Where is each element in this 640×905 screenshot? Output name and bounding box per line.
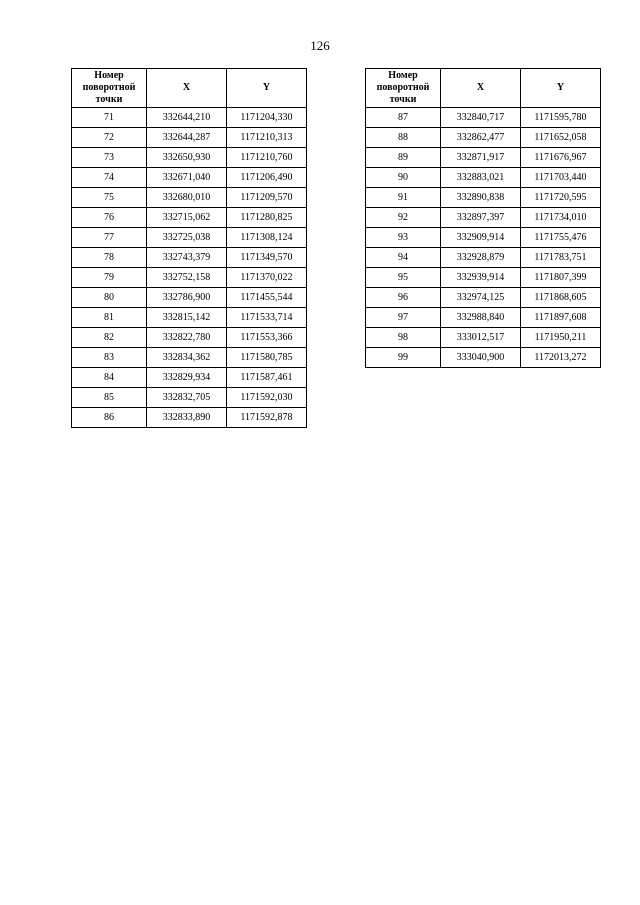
header-y: Y — [227, 69, 307, 108]
cell-x: 332786,900 — [147, 288, 227, 308]
cell-x: 332829,934 — [147, 368, 227, 388]
table-row — [72, 108, 307, 128]
table-body-left — [72, 108, 307, 428]
cell-point-number: 87 — [366, 108, 441, 128]
cell-y: 1171783,751 — [521, 248, 601, 268]
cell-x: 332988,840 — [441, 308, 521, 328]
cell-y: 1171734,010 — [521, 208, 601, 228]
table-row — [366, 128, 601, 148]
table-row — [366, 108, 601, 128]
table-row — [72, 368, 307, 388]
header-x: X — [441, 69, 521, 108]
cell-point-number: 93 — [366, 228, 441, 248]
table-row — [72, 348, 307, 368]
table-row — [72, 288, 307, 308]
table-row — [366, 288, 601, 308]
cell-y: 1171897,608 — [521, 308, 601, 328]
cell-y: 1171349,570 — [227, 248, 307, 268]
cell-y: 1171592,878 — [227, 408, 307, 428]
cell-y: 1171553,366 — [227, 328, 307, 348]
cell-y: 1171703,440 — [521, 168, 601, 188]
cell-x: 332644,287 — [147, 128, 227, 148]
table-row — [72, 148, 307, 168]
table-row — [366, 208, 601, 228]
cell-x: 333040,900 — [441, 348, 521, 368]
cell-point-number: 78 — [72, 248, 147, 268]
cell-y: 1171533,714 — [227, 308, 307, 328]
cell-x: 332650,930 — [147, 148, 227, 168]
table-header-row — [72, 69, 307, 108]
page-number: 126 — [310, 38, 330, 53]
cell-x: 332833,890 — [147, 408, 227, 428]
table-row — [72, 188, 307, 208]
cell-y: 1171807,399 — [521, 268, 601, 288]
cell-x: 332644,210 — [147, 108, 227, 128]
cell-point-number: 85 — [72, 388, 147, 408]
table-row — [366, 308, 601, 328]
cell-y: 1171370,022 — [227, 268, 307, 288]
table-row — [366, 228, 601, 248]
cell-x: 332715,062 — [147, 208, 227, 228]
cell-y: 1171868,605 — [521, 288, 601, 308]
table-row — [366, 148, 601, 168]
table-row — [72, 328, 307, 348]
cell-x: 332671,040 — [147, 168, 227, 188]
cell-point-number: 83 — [72, 348, 147, 368]
cell-y: 1171308,124 — [227, 228, 307, 248]
cell-point-number: 98 — [366, 328, 441, 348]
cell-y: 1171580,785 — [227, 348, 307, 368]
cell-y: 1171280,825 — [227, 208, 307, 228]
cell-point-number: 82 — [72, 328, 147, 348]
cell-y: 1171950,211 — [521, 328, 601, 348]
cell-y: 1171210,760 — [227, 148, 307, 168]
cell-x: 332725,038 — [147, 228, 227, 248]
cell-y: 1171204,330 — [227, 108, 307, 128]
header-y: Y — [521, 69, 601, 108]
table-row — [366, 248, 601, 268]
header-point-number: Номер поворотной точки — [72, 69, 147, 108]
cell-point-number: 88 — [366, 128, 441, 148]
cell-point-number: 80 — [72, 288, 147, 308]
cell-point-number: 79 — [72, 268, 147, 288]
table-header-row — [366, 69, 601, 108]
table-row — [366, 188, 601, 208]
cell-point-number: 75 — [72, 188, 147, 208]
cell-x: 332862,477 — [441, 128, 521, 148]
table-row — [72, 308, 307, 328]
cell-point-number: 74 — [72, 168, 147, 188]
cell-x: 332822,780 — [147, 328, 227, 348]
table-body-right — [366, 108, 601, 368]
cell-y: 1171676,967 — [521, 148, 601, 168]
cell-point-number: 71 — [72, 108, 147, 128]
cell-x: 332752,158 — [147, 268, 227, 288]
cell-x: 332815,142 — [147, 308, 227, 328]
table-row — [72, 168, 307, 188]
table-row — [72, 268, 307, 288]
cell-point-number: 81 — [72, 308, 147, 328]
cell-y: 1171720,595 — [521, 188, 601, 208]
table-row — [366, 348, 601, 368]
cell-x: 332883,021 — [441, 168, 521, 188]
cell-point-number: 73 — [72, 148, 147, 168]
cell-y: 1171592,030 — [227, 388, 307, 408]
table-row — [366, 168, 601, 188]
cell-point-number: 91 — [366, 188, 441, 208]
cell-x: 332928,879 — [441, 248, 521, 268]
cell-x: 333012,517 — [441, 328, 521, 348]
cell-x: 332939,914 — [441, 268, 521, 288]
cell-x: 332974,125 — [441, 288, 521, 308]
cell-y: 1171595,780 — [521, 108, 601, 128]
cell-y: 1171652,058 — [521, 128, 601, 148]
header-point-number: Номер поворотной точки — [366, 69, 441, 108]
cell-x: 332897,397 — [441, 208, 521, 228]
cell-x: 332832,705 — [147, 388, 227, 408]
cell-y: 1171209,570 — [227, 188, 307, 208]
cell-point-number: 90 — [366, 168, 441, 188]
cell-point-number: 89 — [366, 148, 441, 168]
table-row — [72, 248, 307, 268]
cell-y: 1171455,544 — [227, 288, 307, 308]
table-row — [366, 328, 601, 348]
cell-y: 1171755,476 — [521, 228, 601, 248]
cell-point-number: 99 — [366, 348, 441, 368]
table-row — [366, 268, 601, 288]
coordinates-table-left — [71, 68, 307, 428]
cell-point-number: 97 — [366, 308, 441, 328]
cell-y: 1171210,313 — [227, 128, 307, 148]
cell-x: 332890,838 — [441, 188, 521, 208]
coordinates-table-right — [365, 68, 601, 368]
cell-y: 1172013,272 — [521, 348, 601, 368]
table-row — [72, 208, 307, 228]
cell-point-number: 76 — [72, 208, 147, 228]
cell-point-number: 86 — [72, 408, 147, 428]
cell-x: 332871,917 — [441, 148, 521, 168]
header-x: X — [147, 69, 227, 108]
cell-x: 332840,717 — [441, 108, 521, 128]
cell-point-number: 72 — [72, 128, 147, 148]
cell-point-number: 94 — [366, 248, 441, 268]
table-row — [72, 388, 307, 408]
cell-y: 1171206,490 — [227, 168, 307, 188]
cell-x: 332909,914 — [441, 228, 521, 248]
cell-point-number: 92 — [366, 208, 441, 228]
cell-y: 1171587,461 — [227, 368, 307, 388]
cell-x: 332743,379 — [147, 248, 227, 268]
cell-point-number: 95 — [366, 268, 441, 288]
cell-point-number: 96 — [366, 288, 441, 308]
cell-point-number: 84 — [72, 368, 147, 388]
table-row — [72, 408, 307, 428]
table-row — [72, 228, 307, 248]
cell-x: 332680,010 — [147, 188, 227, 208]
cell-x: 332834,362 — [147, 348, 227, 368]
table-row — [72, 128, 307, 148]
cell-point-number: 77 — [72, 228, 147, 248]
